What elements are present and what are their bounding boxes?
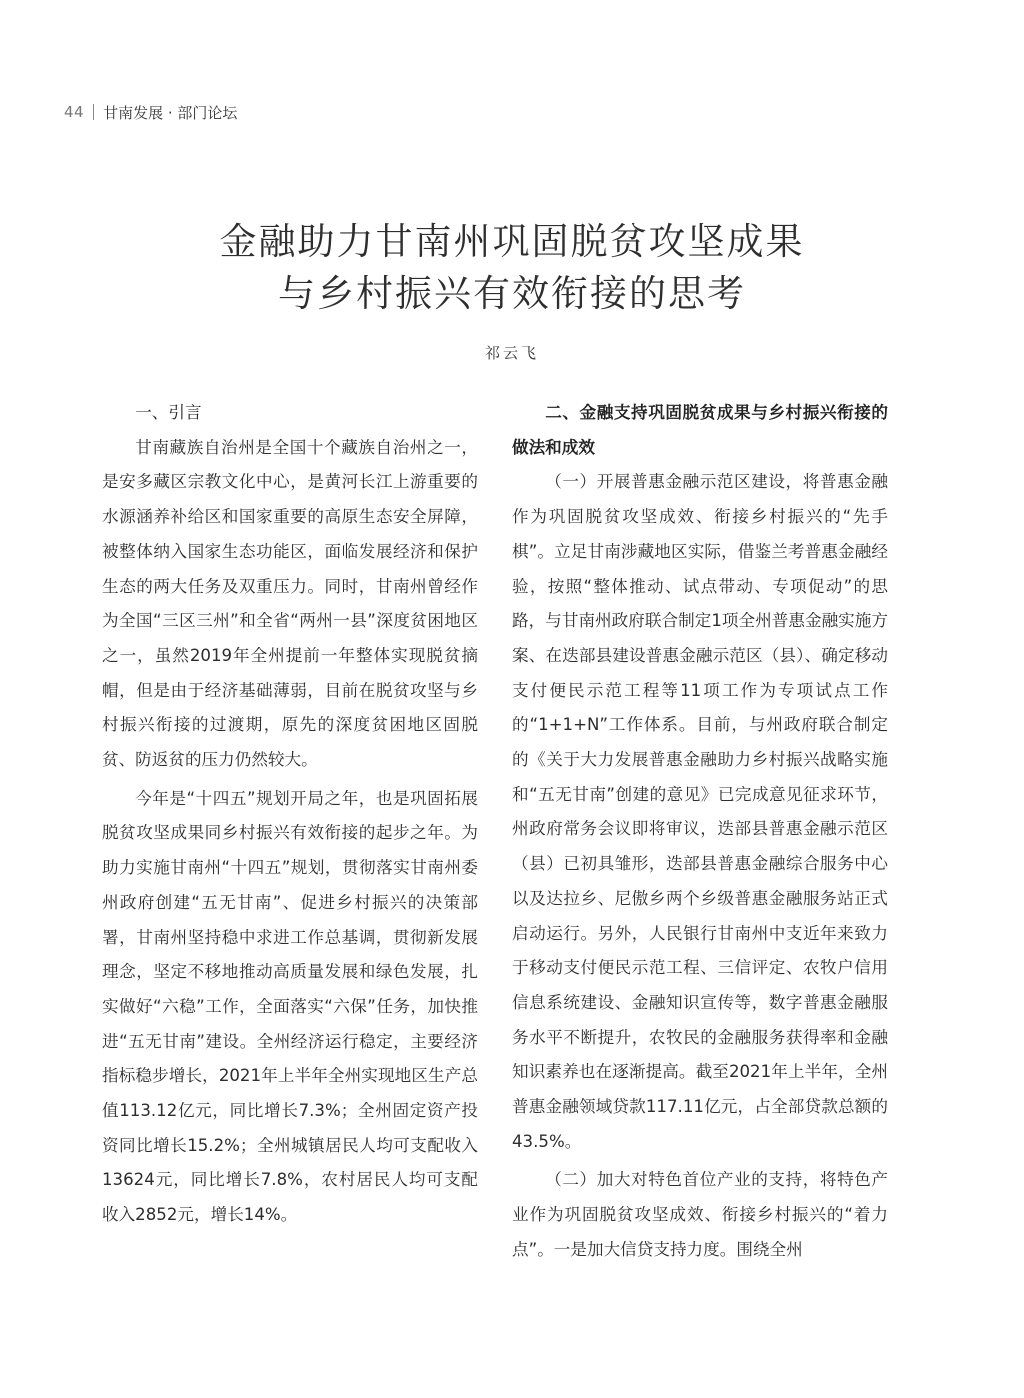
section-name: 甘南发展 · 部门论坛 bbox=[103, 103, 238, 122]
right-column bbox=[512, 396, 888, 1268]
section-heading-introduction: 一、引言 bbox=[135, 403, 202, 422]
body-paragraph: （一）开展普惠金融示范区建设，将普惠金融作为巩固脱贫攻坚成效、衔接乡村振兴的“先手棋”。立足甘南涉藏地区实际，借鉴兰考普惠金融经验，按照“整体推动、试点带动、专项促动”的思路，与甘南州政府联合制定1项全州普惠金融实施方案、在迭部县建设普惠金融示范区（县）、确定移动支付便民示范工程等11项工作为专项试点工作的“1+1+N”工作体系。目前，与州政府联合制定的《关于大力发展普惠金融助力乡村振兴战略实施和“五无甘南”创建的意见》已完成意见征求环节，州政府常务会议即将审议，迭部县普惠金融示范区（县）已初具雏形，迭部县普惠金融综合服务中心以及达拉乡、尼傲乡两个乡级普惠金融服务站正式启动运行。另外，人民银行甘南州中支近年来致力于移动支付便民示范工程、三信评定、农牧户信用信息系统建设、金融知识宣传等，数字普惠金融服务水平不断提升，农牧民的金融服务获得率和金融知识素养也在逐渐提高。截至2021年上半年，全州普惠金融领域贷款117.11亿元，占全部贷款总额的43.5%。 bbox=[512, 472, 888, 1151]
title-line-1: 金融助力甘南州巩固脱贫攻坚成果 bbox=[219, 220, 805, 263]
page-number: 44 bbox=[64, 103, 85, 121]
body-paragraph: 今年是“十四五”规划开局之年，也是巩固拓展脱贫攻坚成果同乡村振兴有效衔接的起步之年。为助力实施甘南州“十四五”规划，贯彻落实甘南州委州政府创建“五无甘南”、促进乡村振兴的决策部署，甘南州坚持稳中求进工作总基调，贯彻新发展理念，坚定不移地推动高质量发展和绿色发展，扎实做好“六稳”工作，全面落实“六保”任务，加快推进“五无甘南”建设。全州经济运行稳定，主要经济指标稳步增长，2021年上半年全州实现地区生产总值113.12亿元，同比增长7.3%；全州固定资产投资同比增长15.2%；全州城镇居民人均可支配收入13624元，同比增长7.8%，农村居民人均可支配收入2852元，增长14%。 bbox=[102, 788, 478, 1225]
title-line-2: 与乡村振兴有效衔接的思考 bbox=[278, 272, 746, 315]
header-divider bbox=[93, 104, 94, 120]
article-title bbox=[0, 216, 1024, 320]
running-header bbox=[64, 100, 237, 124]
section-heading-practices: 二、金融支持巩固脱贫成果与乡村振兴衔接的做法和成效 bbox=[512, 403, 888, 457]
article-author: 祁云飞 bbox=[484, 344, 539, 362]
body-paragraph: 甘南藏族自治州是全国十个藏族自治州之一，是安多藏区宗教文化中心，是黄河长江上游重要的水源涵养补给区和国家重要的高原生态安全屏障，被整体纳入国家生态功能区，面临发展经济和保护生态的两大任务及双重压力。同时，甘南州曾经作为全国“三区三州”和全省“两州一县”深度贫困地区之一，虽然2019年全州提前一年整体实现脱贫摘帽，但是由于经济基础薄弱，目前在脱贫攻坚与乡村振兴衔接的过渡期，原先的深度贫困地区固脱贫、防返贫的压力仍然较大。 bbox=[102, 437, 478, 770]
left-column bbox=[102, 396, 478, 1233]
body-paragraph: （二）加大对特色首位产业的支持，将特色产业作为巩固脱贫攻坚成效、衔接乡村振兴的“着力点”。一是加大信贷支持力度。围绕全州 bbox=[512, 1170, 888, 1259]
